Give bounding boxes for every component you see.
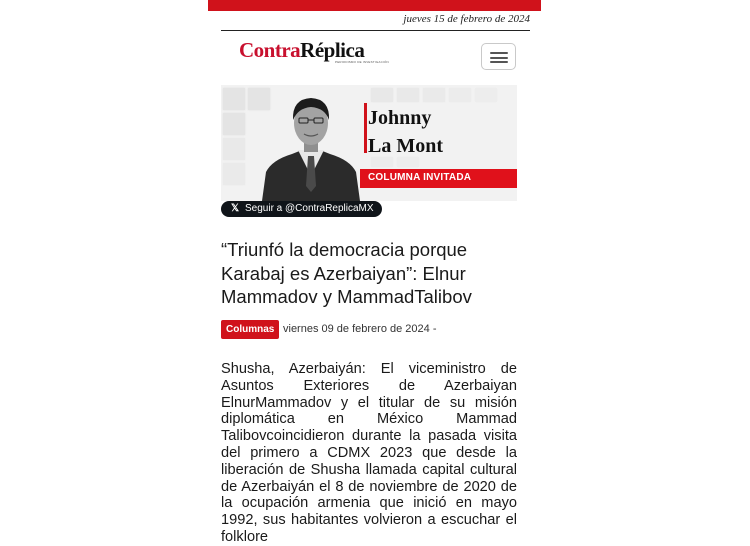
article-body: Shusha, Azerbaiyán: El viceministro de Asuntos Exteriores de Azerbaiyan ElnurMammadov y el titular de su misión diplomática en México Mammad Talibovcoincidieron durante la pasada visita del primero a CDMX 2023 que desde la liberación de Shusha llamada capital cultural de Azerbaiyán el 8 de noviembre de 2020 de la ocupación armenia que inició en mayo 1992, sus habitantes volvieron a escuchar el folklore xyxy=(221,361,517,545)
background-tile xyxy=(475,88,497,102)
columnist-last-name: La Mont xyxy=(368,135,443,157)
follow-label: Seguir a @ContraReplicaMX xyxy=(245,203,374,214)
column-tag-label: COLUMNA INVITADA xyxy=(368,172,472,183)
name-accent-bar xyxy=(364,103,367,153)
columnist-banner[interactable] xyxy=(221,85,517,201)
background-tile xyxy=(371,88,393,102)
background-tile xyxy=(371,157,393,167)
logo-contra: Contra xyxy=(239,38,301,62)
background-tile xyxy=(397,157,419,167)
logo-tagline: PERIODISMO DE INVESTIGACIÓN xyxy=(335,60,389,64)
background-tile xyxy=(223,113,245,135)
publish-date: viernes 09 de febrero de 2024 - xyxy=(283,323,437,335)
article-title: “Triunfó la democracia porque Karabaj es Azerbaiyan”: Elnur Mammadov y MammadTalibov xyxy=(221,239,472,307)
background-tile xyxy=(397,88,419,102)
columnist-photo xyxy=(262,90,360,201)
background-tile xyxy=(223,88,245,110)
follow-x-button[interactable] xyxy=(221,201,382,217)
logo-replica: Réplica xyxy=(300,38,365,62)
site-logo[interactable] xyxy=(239,38,389,66)
hamburger-icon xyxy=(490,57,508,59)
top-red-bar xyxy=(208,0,541,11)
current-date: jueves 15 de febrero de 2024 xyxy=(403,13,530,25)
hamburger-icon xyxy=(490,61,508,63)
background-tile xyxy=(223,138,245,160)
x-logo-icon: 𝕏 xyxy=(231,203,240,214)
background-tile xyxy=(223,163,245,185)
menu-button[interactable] xyxy=(481,43,516,70)
date-divider xyxy=(221,30,530,31)
category-badge[interactable]: Columnas xyxy=(221,320,279,339)
columnist-first-name: Johnny xyxy=(368,107,432,129)
background-tile xyxy=(423,88,445,102)
hamburger-icon xyxy=(490,52,508,54)
background-tile xyxy=(449,88,471,102)
column-tag xyxy=(360,169,517,188)
